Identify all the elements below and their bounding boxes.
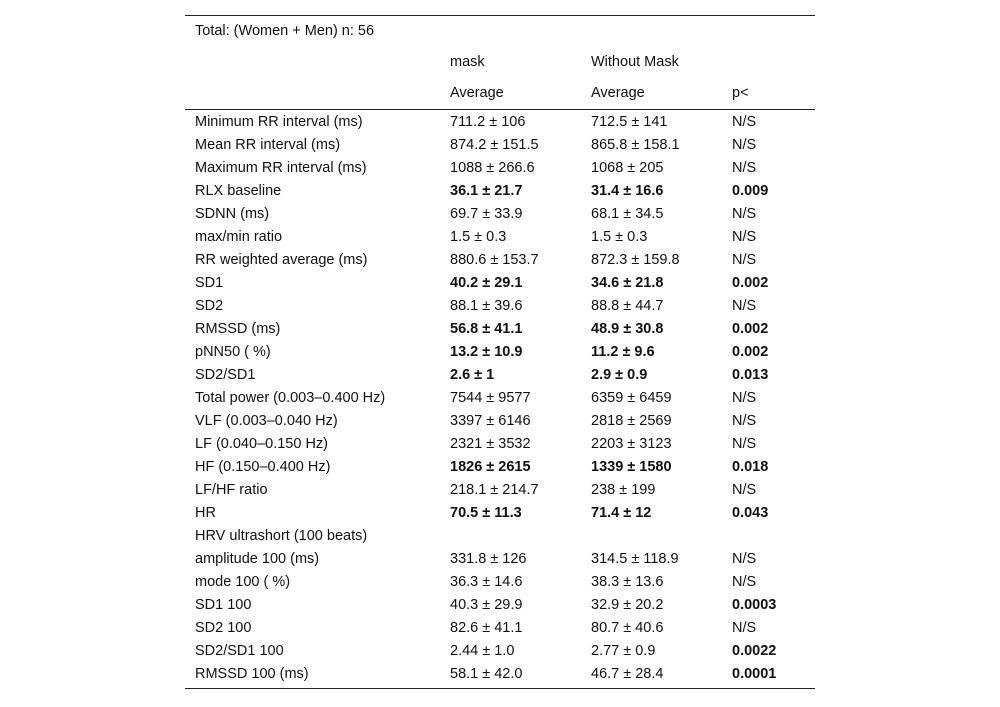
table-row	[185, 203, 815, 226]
cell-p-value: N/S	[732, 137, 757, 153]
row-label: amplitude 100 (ms)	[195, 551, 320, 567]
row-label: Maximum RR interval (ms)	[195, 160, 367, 176]
row-label: HR	[195, 505, 216, 521]
cell-mask: 40.3 ± 29.9	[450, 597, 523, 613]
table-row	[185, 111, 815, 134]
cell-mask: 82.6 ± 41.1	[450, 620, 523, 636]
cell-mask: 1088 ± 266.6	[450, 160, 535, 176]
cell-p-value: N/S	[732, 574, 757, 590]
cell-without-mask: 32.9 ± 20.2	[591, 597, 664, 613]
cell-mask: 70.5 ± 11.3	[450, 505, 522, 521]
table-row	[185, 272, 815, 295]
cell-p-value: N/S	[732, 114, 757, 130]
table-row	[185, 249, 815, 272]
table-row	[185, 640, 815, 663]
cell-mask: 58.1 ± 42.0	[450, 666, 523, 682]
cell-mask: 88.1 ± 39.6	[450, 298, 523, 314]
cell-mask: 880.6 ± 153.7	[450, 252, 539, 268]
cell-p-value: 0.0001	[732, 666, 777, 682]
cell-p-value: N/S	[732, 436, 757, 452]
cell-without-mask: 1339 ± 1580	[591, 459, 672, 475]
cell-without-mask: 1068 ± 205	[591, 160, 664, 176]
cell-p-value: 0.002	[732, 275, 769, 291]
cell-mask: 7544 ± 9577	[450, 390, 531, 406]
cell-without-mask: 71.4 ± 12	[591, 505, 652, 521]
table-row	[185, 548, 815, 571]
cell-mask: 2321 ± 3532	[450, 436, 531, 452]
row-label: max/min ratio	[195, 229, 283, 245]
cell-p-value: 0.018	[732, 459, 769, 475]
table-title: Total: (Women + Men) n: 56	[195, 23, 375, 39]
group-without-mask-header: Without Mask	[591, 54, 679, 70]
cell-without-mask: 68.1 ± 34.5	[591, 206, 664, 222]
table-row	[185, 433, 815, 456]
cell-mask: 1.5 ± 0.3	[450, 229, 507, 245]
cell-without-mask: 314.5 ± 118.9	[591, 551, 679, 567]
table-row	[185, 364, 815, 387]
cell-p-value: 0.0003	[732, 597, 777, 613]
row-label: SDNN (ms)	[195, 206, 270, 222]
cell-p-value: N/S	[732, 413, 757, 429]
cell-p-value: N/S	[732, 252, 757, 268]
cell-mask: 331.8 ± 126	[450, 551, 527, 567]
row-label: mode 100 ( %)	[195, 574, 291, 590]
cell-p-value: 0.002	[732, 321, 769, 337]
cell-p-value: N/S	[732, 206, 757, 222]
cell-mask: 13.2 ± 10.9	[450, 344, 523, 360]
row-label: HF (0.150–0.400 Hz)	[195, 459, 331, 475]
cell-mask: 3397 ± 6146	[450, 413, 531, 429]
cell-mask: 218.1 ± 214.7	[450, 482, 539, 498]
row-label: RLX baseline	[195, 183, 282, 199]
row-label: Mean RR interval (ms)	[195, 137, 341, 153]
cell-p-value: 0.043	[732, 505, 769, 521]
row-label: LF (0.040–0.150 Hz)	[195, 436, 328, 452]
cell-without-mask: 11.2 ± 9.6	[591, 344, 655, 360]
cell-without-mask: 31.4 ± 16.6	[591, 183, 664, 199]
cell-without-mask: 2.77 ± 0.9	[591, 643, 656, 659]
cell-mask: 69.7 ± 33.9	[450, 206, 523, 222]
row-label: SD2/SD1	[195, 367, 256, 383]
cell-p-value: 0.0022	[732, 643, 777, 659]
cell-mask: 2.6 ± 1	[450, 367, 495, 383]
row-label: VLF (0.003–0.040 Hz)	[195, 413, 338, 429]
row-label: SD1	[195, 275, 224, 291]
cell-without-mask: 88.8 ± 44.7	[591, 298, 664, 314]
cell-without-mask: 80.7 ± 40.6	[591, 620, 664, 636]
row-label: Total power (0.003–0.400 Hz)	[195, 390, 386, 406]
cell-mask: 711.2 ± 106	[450, 114, 526, 130]
cell-without-mask: 46.7 ± 28.4	[591, 666, 664, 682]
cell-p-value: N/S	[732, 298, 757, 314]
row-label: pNN50 ( %)	[195, 344, 271, 360]
table-title-row	[185, 16, 815, 47]
table-row	[185, 387, 815, 410]
table-row	[185, 410, 815, 433]
table-bottom-rule	[185, 688, 815, 689]
column-header-row	[185, 78, 815, 109]
cell-mask: 36.3 ± 14.6	[450, 574, 523, 590]
cell-without-mask: 2818 ± 2569	[591, 413, 672, 429]
row-label: HRV ultrashort (100 beats)	[195, 528, 368, 544]
cell-without-mask: 48.9 ± 30.8	[591, 321, 664, 337]
cell-without-mask: 34.6 ± 21.8	[591, 275, 664, 291]
row-label: RMSSD (ms)	[195, 321, 281, 337]
table-row	[185, 571, 815, 594]
cell-mask: 1826 ± 2615	[450, 459, 531, 475]
cell-mask: 56.8 ± 41.1	[450, 321, 523, 337]
table-row	[185, 180, 815, 203]
table-row	[185, 134, 815, 157]
cell-without-mask: 6359 ± 6459	[591, 390, 672, 406]
cell-without-mask: 872.3 ± 159.8	[591, 252, 680, 268]
table-row	[185, 479, 815, 502]
cell-p-value: N/S	[732, 390, 757, 406]
cell-p-value: N/S	[732, 482, 757, 498]
row-label: SD2/SD1 100	[195, 643, 284, 659]
cell-without-mask: 38.3 ± 13.6	[591, 574, 664, 590]
table-body	[185, 110, 815, 688]
row-label: RMSSD 100 (ms)	[195, 666, 309, 682]
col-without-average: Average	[591, 85, 645, 101]
row-label: Minimum RR interval (ms)	[195, 114, 363, 130]
row-label: LF/HF ratio	[195, 482, 268, 498]
table-row	[185, 594, 815, 617]
table-row	[185, 663, 815, 686]
group-mask-header: mask	[450, 54, 485, 70]
cell-without-mask: 712.5 ± 141	[591, 114, 668, 130]
table-row	[185, 502, 815, 525]
table-row	[185, 617, 815, 640]
row-label: SD1 100	[195, 597, 252, 613]
table-row	[185, 226, 815, 249]
row-label: SD2	[195, 298, 224, 314]
cell-p-value: 0.013	[732, 367, 769, 383]
table-row	[185, 157, 815, 180]
table-row	[185, 318, 815, 341]
table-row	[185, 525, 815, 548]
data-table	[185, 15, 815, 689]
cell-p-value: 0.002	[732, 344, 769, 360]
cell-p-value: N/S	[732, 551, 757, 567]
table-row	[185, 456, 815, 479]
group-header-row	[185, 47, 815, 78]
cell-without-mask: 1.5 ± 0.3	[591, 229, 648, 245]
cell-p-value: N/S	[732, 229, 757, 245]
cell-without-mask: 2.9 ± 0.9	[591, 367, 648, 383]
cell-without-mask: 865.8 ± 158.1	[591, 137, 680, 153]
cell-mask: 36.1 ± 21.7	[450, 183, 523, 199]
cell-p-value: N/S	[732, 620, 757, 636]
cell-p-value: N/S	[732, 160, 757, 176]
cell-mask: 2.44 ± 1.0	[450, 643, 515, 659]
table-row	[185, 295, 815, 318]
row-label: SD2 100	[195, 620, 252, 636]
col-p-value: p<	[732, 85, 749, 101]
cell-mask: 874.2 ± 151.5	[450, 137, 539, 153]
row-label: RR weighted average (ms)	[195, 252, 368, 268]
cell-without-mask: 2203 ± 3123	[591, 436, 672, 452]
cell-without-mask: 238 ± 199	[591, 482, 656, 498]
cell-mask: 40.2 ± 29.1	[450, 275, 523, 291]
cell-p-value: 0.009	[732, 183, 769, 199]
col-mask-average: Average	[450, 85, 504, 101]
table-row	[185, 341, 815, 364]
